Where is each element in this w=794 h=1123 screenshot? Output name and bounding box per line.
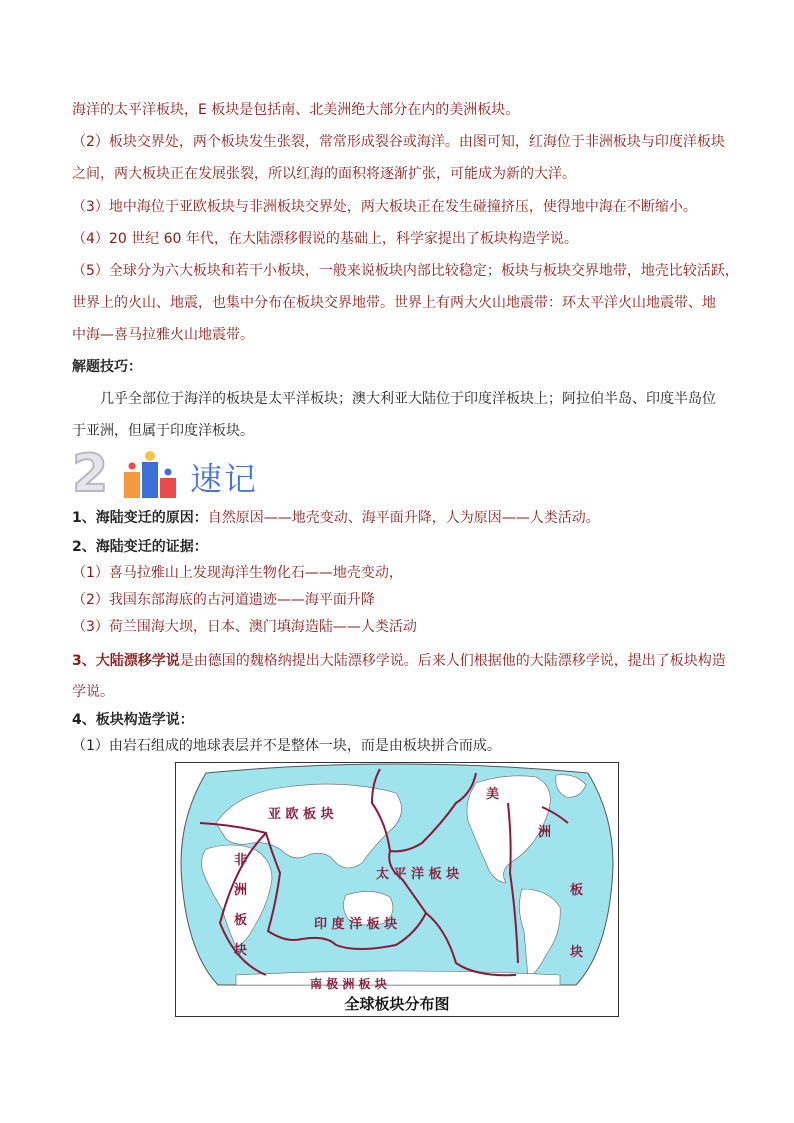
note-2-item-3: （3）荷兰围海大坝，日本、澳门填海造陆——人类活动 bbox=[72, 619, 417, 635]
label-african-plate-2: 洲 bbox=[234, 883, 248, 898]
note-2-item-2: （2）我国东部海底的古河道遗迹——海平面升降 bbox=[72, 592, 375, 608]
note-3-line2: 学说。 bbox=[72, 684, 114, 700]
answer-q2-line2: 之间，两大板块正在发展张裂，所以红海的面积将逐渐扩张，可能成为新的大洋。 bbox=[72, 166, 576, 182]
answer-q5-line2: 世界上的火山、地震，也集中分布在板块交界地带。世界上有两大火山地震带：环太平洋火山地震带、地 bbox=[72, 295, 716, 311]
map-caption: 全球板块分布图 bbox=[344, 995, 450, 1013]
answer-q2-line1: （2）板块交界处，两个板块发生张裂，常常形成裂谷或海洋。由图可知，红海位于非洲板块与印度洋板块 bbox=[72, 134, 725, 150]
podium-icon bbox=[122, 450, 178, 500]
section-title: 速记 bbox=[190, 460, 259, 498]
answer-q4: （4）20 世纪 60 年代，在大陆漂移假说的基础上，科学家提出了板块构造学说。 bbox=[72, 231, 578, 247]
note-3-line1 bbox=[72, 651, 726, 671]
note-3-text: 是由德国的魏格纳提出大陆漂移学说。后来人们根据他的大陆漂移学说，提出了板块构造 bbox=[179, 653, 726, 669]
note-1-label: 1、海陆变迁的原因： bbox=[72, 510, 208, 526]
label-african-plate-3: 板 bbox=[234, 913, 248, 928]
label-antarctic-plate: 南 极 洲 板 块 bbox=[310, 977, 387, 991]
note-3-label: 3、大陆漂移学说 bbox=[72, 653, 180, 669]
label-american-plate-2: 洲 bbox=[538, 825, 552, 840]
note-1-text: 自然原因——地壳变动、海平面升降，人为原因——人类活动。 bbox=[207, 510, 600, 526]
label-eurasian-plate: 亚 欧 板 块 bbox=[268, 807, 334, 822]
tips-line1: 几乎全部位于海洋的板块是太平洋板块；澳大利亚大陆位于印度洋板块上；阿拉伯半岛、印度半岛位 bbox=[100, 391, 716, 407]
note-2-item-1: （1）喜马拉雅山上发现海洋生物化石——地壳变动， bbox=[72, 565, 403, 581]
label-american-plate-1: 美 bbox=[486, 787, 500, 802]
label-american-plate-3: 板 bbox=[570, 883, 584, 898]
note-1 bbox=[72, 508, 600, 528]
tips-heading: 解题技巧： bbox=[72, 359, 142, 375]
answer-q3: （3）地中海位于亚欧板块与非洲板块交界处，两大板块正在发生碰撞挤压，使得地中海在不断缩小。 bbox=[72, 199, 697, 215]
section-number: 2 bbox=[72, 444, 109, 504]
label-african-plate-1: 非 bbox=[234, 853, 248, 868]
note-4-label: 4、板块构造学说： bbox=[72, 712, 194, 728]
label-american-plate-4: 块 bbox=[570, 945, 584, 960]
answer-q5-line1: （5）全球分为六大板块和若干小板块，一般来说板块内部比较稳定；板块与板块交界地带，地壳比较活跃， bbox=[72, 263, 739, 279]
note-2-label: 2、海陆变迁的证据： bbox=[72, 539, 208, 555]
answer-e-plate-line: 海洋的太平洋板块，E 板块是包括南、北美洲绝大部分在内的美洲板块。 bbox=[72, 102, 520, 118]
label-indian-plate: 印 度 洋 板 块 bbox=[314, 917, 398, 932]
label-african-plate-4: 块 bbox=[234, 943, 248, 958]
section-header bbox=[72, 444, 272, 504]
note-4-item-1: （1）由岩石组成的地球表层并不是整体一块，而是由板块拼合而成。 bbox=[72, 738, 501, 754]
tips-line2: 于亚洲，但属于印度洋板块。 bbox=[72, 423, 254, 439]
label-pacific-plate: 太 平 洋 板 块 bbox=[376, 867, 460, 882]
answer-q5-line3: 中海—喜马拉雅火山地震带。 bbox=[72, 327, 254, 343]
plate-map-figure bbox=[175, 762, 619, 1017]
